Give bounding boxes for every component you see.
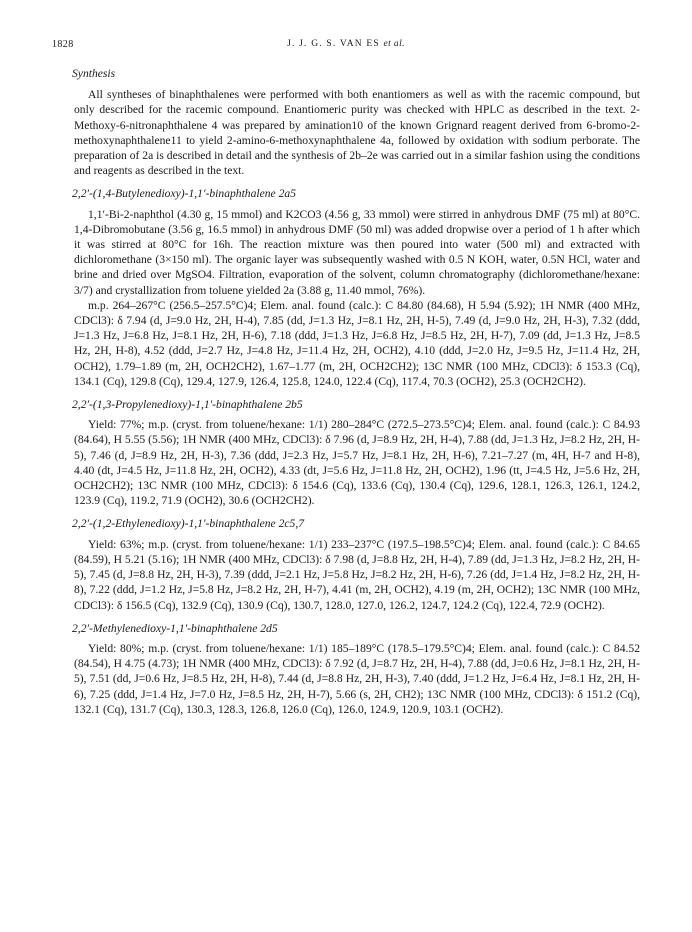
page-header <box>52 37 640 51</box>
compound-heading-2b: 2,2′-(1,3-Propylenedioxy)-1,1′-binaphthalene 2b5 <box>72 398 303 412</box>
procedure-paragraph-2a: 1,1′-Bi-2-naphthol (4.30 g, 15 mmol) and K2CO3 (4.56 g, 33 mmol) were stirred in anhydrous DMF (75 ml) at 80°C. 1,4-Dibromobutane (3.56 g, 16.5 mmol) in anhydrous DMF (50 ml) was added dropwise over a period of 1 h after which it was stirred at 80°C for 16h. The reaction mixture was then poured into water (500 ml) and extracted with dichloromethane (3×150 ml). The organic layer was subsequently washed with 0.5 N KOH, water, 0.5N HCl, water and brine and dried over MgSO4. Filtration, evaporation of the solvent, column chromatography (dichloromethane/hexane: 3/7) and crystallization from toluene yielded 2a (3.88 g, 11.40 mmol, 76%). <box>74 207 640 297</box>
section-title: Synthesis <box>72 67 116 80</box>
running-head-etal: et al. <box>383 39 405 49</box>
characterization-paragraph-2c: Yield: 63%; m.p. (cryst. from toluene/hexane: 1/1) 233–237°C (197.5–198.5°C)4; Elem. anal. found (calc.): C 84.65 (84.59), H 5.21 (5.16); 1H NMR (400 MHz, CDCl3): δ 7.98 (d, J=8.8 Hz, 2H, H-4), 7.89 (dd, J=1.3 Hz, J=8.2 Hz, 2H, H-5), 7.45 (d, J=8.8 Hz, 2H, H-3), 7.39 (ddd, J=2.1 Hz, J=5.8 Hz, J=8.2 Hz, 2H, H-6), 7.26 (dd, J=1.4 Hz, J=8.2 Hz, 2H, H-8), 7.22 (ddd, J=1.2 Hz, J=5.8 Hz, J=8.2 Hz, 2H, H-7), 4.41 (m, 2H, OCH2), 4.19 (m, 2H, OCH2); 13C NMR (100 MHz, CDCl3): δ 156.5 (Cq), 132.9 (Cq), 130.9 (Cq), 130.7, 128.0, 127.0, 126.2, 124.7, 124.2 (Cq), 122.4, 72.9 (OCH2). <box>74 537 640 612</box>
characterization-paragraph-2a: m.p. 264–267°C (256.5–257.5°C)4; Elem. anal. found (calc.): C 84.80 (84.68), H 5.94 (5.92); 1H NMR (400 MHz, CDCl3): δ 7.94 (d, J=9.0 Hz, 2H, H-4), 7.85 (dd, J=1.3 Hz, J=8.1 Hz, 2H, H-5), 7.49 (d, J=9.0 Hz, 2H, H-3), 7.32 (ddd, J=1.3 Hz, J=6.8 Hz, J=8.1 Hz, 2H, H-6), 7.18 (ddd, J=1.3 Hz, J=6.8 Hz, J=8.5 Hz, 2H, H-7), 7.09 (dd, J=1.3 Hz, J=8.5 Hz, 2H, H-8), 4.52 (ddd, J=2.7 Hz, J=4.8 Hz, J=11.4 Hz, 2H, OCH2), 4.10 (ddd, J=2.0 Hz, J=9.5 Hz, J=11.4 Hz, 2H, OCH2), 1.79–1.89 (m, 2H, OCH2CH2), 1.67–1.77 (m, 2H, OCH2CH2); 13C NMR (100 MHz, CDCl3): δ 153.3 (Cq), 134.1 (Cq), 129.8 (Cq), 129.4, 127.9, 126.4, 125.8, 124.0, 122.4 (Cq), 117.4, 70.3 (OCH2), 25.3 (OCH2CH2). <box>74 298 640 388</box>
running-head-authors: J. J. G. S. VAN ES <box>287 39 384 49</box>
article-body <box>74 66 640 717</box>
characterization-paragraph-2d: Yield: 80%; m.p. (cryst. from toluene/hexane: 1/1) 185–189°C (178.5–179.5°C)4; Elem. anal. found (calc.): C 84.52 (84.54), H 4.75 (4.73); 1H NMR (400 MHz, CDCl3): δ 7.92 (d, J=8.7 Hz, 2H, H-4), 7.88 (dd, J=0.6 Hz, J=8.1 Hz, 2H, H-5), 7.51 (dd, J=0.6 Hz, J=8.5 Hz, 2H, H-8), 7.44 (d, J=8.8 Hz, 2H, H-3), 7.40 (ddd, J=1.2 Hz, J=6.4 Hz, J=8.1 Hz, 2H, H-6), 7.25 (ddd, J=1.4 Hz, J=7.0 Hz, J=8.5 Hz, 2H, H-7), 5.66 (s, 2H, CH2); 13C NMR (100 MHz, CDCl3): δ 151.2 (Cq), 132.1 (Cq), 131.7 (Cq), 130.3, 128.3, 126.8, 126.0 (Cq), 126.0, 124.9, 120.9, 103.1 (OCH2). <box>74 641 640 716</box>
compound-heading-2a: 2,2′-(1,4-Butylenedioxy)-1,1′-binaphthalene 2a5 <box>72 187 296 201</box>
intro-paragraph: All syntheses of binaphthalenes were performed with both enantiomers as well as with the racemic compound, but only described for the racemic compound. Enantiomeric purity was checked with HPLC as described in the text. 2-Methoxy-6-nitronaphthalene 4 was prepared by amination10 of the known Grignard reagent derived from 6-bromo-2-methoxynaphthalene11 to yield 2-amino-6-methoxynaphthalene 4a, followed by oxidation with sodium perborate. The preparation of 2a is described in detail and the synthesis of 2b–2e was carried out in a similar fashion using the conditions and reagents as described in the text. <box>74 88 640 178</box>
page-number: 1828 <box>52 39 74 50</box>
running-head <box>52 37 640 52</box>
compound-heading-2c: 2,2′-(1,2-Ethylenedioxy)-1,1′-binaphthalene 2c5,7 <box>72 517 305 531</box>
compound-heading-2d: 2,2′-Methylenedioxy-1,1′-binaphthalene 2d5 <box>72 621 278 635</box>
characterization-paragraph-2b: Yield: 77%; m.p. (cryst. from toluene/hexane: 1/1) 280–284°C (272.5–273.5°C)4; Elem. anal. found (calc.): C 84.93 (84.64), H 5.55 (5.56); 1H NMR (400 MHz, CDCl3): δ 7.96 (d, J=8.9 Hz, 2H, H-4), 7.88 (dd, J=1.3 Hz, J=8.2 Hz, 2H, H-5), 7.46 (d, J=8.9 Hz, 2H, H-3), 7.36 (ddd, J=2.3 Hz, J=5.7 Hz, J=8.1 Hz, 2H, H-6), 7.21–7.27 (m, 4H, H-7 and H-8), 4.40 (dt, J=4.5 Hz, J=11.8 Hz, 2H, OCH2), 4.33 (dt, J=5.6 Hz, J=11.8 Hz, 2H, OCH2), 1.96 (tt, J=4.5 Hz, J=5.6 Hz, 2H, OCH2CH2); 13C NMR (100 MHz, CDCl3): δ 154.6 (Cq), 133.6 (Cq), 130.4 (Cq), 129.6, 128.1, 126.3, 126.1, 124.2, 123.9 (Cq), 119.2, 71.9 (OCH2), 30.6 (OCH2CH2). <box>74 418 640 508</box>
